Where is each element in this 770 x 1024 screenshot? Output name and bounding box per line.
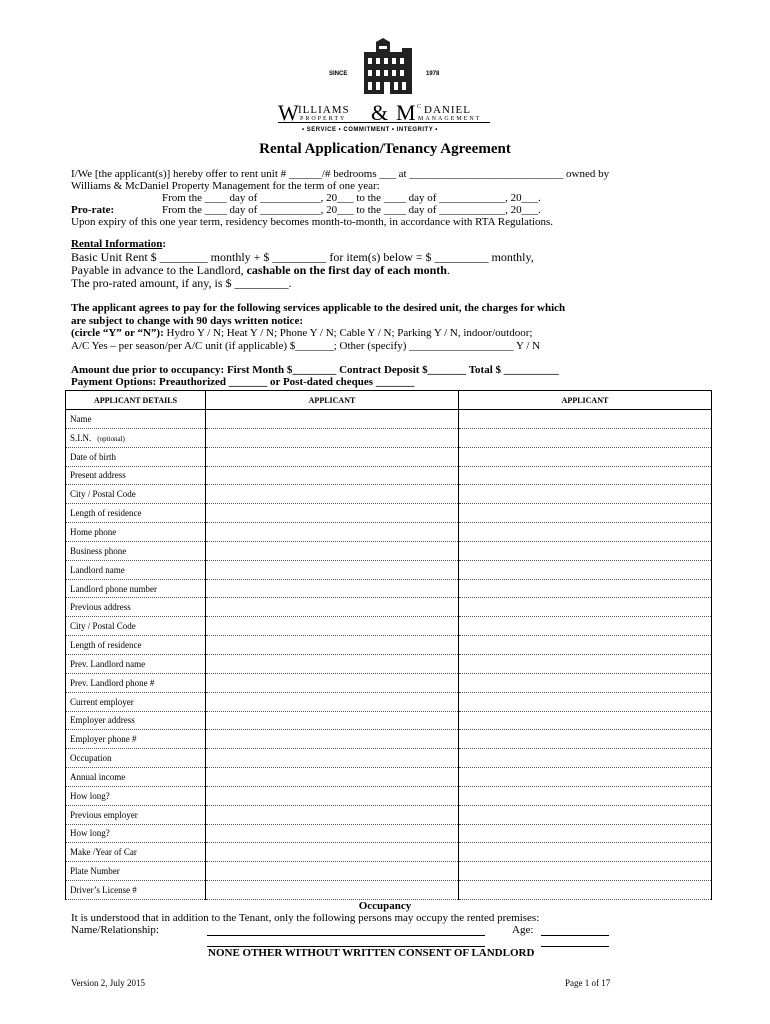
applicant-2-cell[interactable] <box>459 749 712 768</box>
row-label-text: Previous address <box>70 602 131 613</box>
applicant-1-cell[interactable] <box>206 824 459 843</box>
applicant-1-cell[interactable] <box>206 730 459 749</box>
applicant-2-cell[interactable] <box>459 485 712 504</box>
services-line-1: The applicant agrees to pay for the following services applicable to the desired unit, the charges for which <box>71 302 566 314</box>
row-label-text: Plate Number <box>70 866 120 877</box>
applicant-1-cell[interactable] <box>206 749 459 768</box>
applicant-2-cell[interactable] <box>459 579 712 598</box>
amount-due-line-1: Amount due prior to occupancy: First Month $________ Contract Deposit $_______ Total $ __________ <box>71 364 559 376</box>
table-row <box>66 711 712 730</box>
row-label <box>66 654 206 673</box>
row-label-text: Employer address <box>70 715 135 726</box>
name-relationship-label: Name/Relationship: <box>71 924 159 936</box>
applicant-2-cell[interactable] <box>459 805 712 824</box>
applicant-1-cell[interactable] <box>206 654 459 673</box>
applicant-2-cell[interactable] <box>459 636 712 655</box>
services-line-4: A/C Yes – per season/per A/C unit (if applicable) $_______; Other (specify) ___________________ Y / N <box>71 340 541 352</box>
table-row <box>66 598 712 617</box>
intro-line-5: Upon expiry of this one year term, residency becomes month-to-month, in accordance with RTA Regulations. <box>71 216 554 228</box>
services-line-2: are subject to change with 90 days written notice: <box>71 315 303 327</box>
row-label <box>66 523 206 542</box>
row-label-text: City / Postal Code <box>70 621 136 632</box>
applicant-1-cell[interactable] <box>206 711 459 730</box>
table-row <box>66 730 712 749</box>
wordmark-management: MANAGEMENT <box>418 116 482 122</box>
row-label <box>66 598 206 617</box>
age-field-2[interactable] <box>541 946 609 947</box>
applicant-1-cell[interactable] <box>206 843 459 862</box>
wordmark-williams: ILLIAMS <box>298 104 350 116</box>
rental-info-line-1: Basic Unit Rent $ ________ monthly + $ _________ for item(s) below = $ _________ monthly, <box>71 250 534 264</box>
rental-info-line-3: The pro-rated amount, if any, is $ _________. <box>71 276 292 290</box>
wordmark-m: M <box>396 100 416 125</box>
applicant-2-cell[interactable] <box>459 768 712 787</box>
row-label-text: Current employer <box>70 696 134 707</box>
row-label <box>66 768 206 787</box>
applicant-1-cell[interactable] <box>206 692 459 711</box>
applicant-2-cell[interactable] <box>459 673 712 692</box>
table-row <box>66 560 712 579</box>
applicant-1-cell[interactable] <box>206 805 459 824</box>
applicant-1-cell[interactable] <box>206 636 459 655</box>
row-label <box>66 504 206 523</box>
prorate-dates: From the ____ day of ___________, 20___ to the ____ day of ____________, 20___. <box>162 204 541 216</box>
applicant-1-cell[interactable] <box>206 862 459 881</box>
table-row <box>66 673 712 692</box>
table-row <box>66 786 712 805</box>
row-label <box>66 447 206 466</box>
row-label <box>66 636 206 655</box>
table-row <box>66 805 712 824</box>
rental-info-colon: : <box>162 238 167 250</box>
row-label-text: Previous employer <box>70 809 138 820</box>
row-label <box>66 862 206 881</box>
wordmark-daniel: DANIEL <box>424 104 471 116</box>
building-logo-icon <box>356 38 420 96</box>
logo-since-label: SINCE <box>329 71 348 77</box>
applicant-1-cell[interactable] <box>206 673 459 692</box>
occupancy-statement: It is understood that in addition to the Tenant, only the following persons may occupy the rented premises: <box>71 912 540 924</box>
row-label <box>66 673 206 692</box>
company-wordmark <box>278 100 490 125</box>
row-label <box>66 428 206 447</box>
row-label <box>66 579 206 598</box>
table-row <box>66 749 712 768</box>
applicant-2-cell[interactable] <box>459 881 712 900</box>
row-label-text: Present address <box>70 470 126 481</box>
applicant-2-cell[interactable] <box>459 447 712 466</box>
applicant-2-cell[interactable] <box>459 541 712 560</box>
name-relationship-field-1[interactable] <box>207 935 485 936</box>
age-field-1[interactable] <box>541 935 609 936</box>
applicant-2-cell[interactable] <box>459 598 712 617</box>
row-label <box>66 881 206 900</box>
row-label-text: Annual income <box>70 771 126 782</box>
applicant-1-cell[interactable] <box>206 447 459 466</box>
table-row <box>66 485 712 504</box>
table-row <box>66 447 712 466</box>
row-label-text: Landlord name <box>70 564 125 575</box>
row-label-text: Business phone <box>70 545 127 556</box>
row-label-text: Driver’s License # <box>70 885 137 896</box>
table-row <box>66 692 712 711</box>
header-applicant-1: APPLICANT <box>206 391 459 410</box>
table-row <box>66 824 712 843</box>
table-row <box>66 541 712 560</box>
applicant-2-cell[interactable] <box>459 523 712 542</box>
applicant-2-cell[interactable] <box>459 466 712 485</box>
row-label-text: City / Postal Code <box>70 489 136 500</box>
row-label <box>66 711 206 730</box>
applicant-2-cell[interactable] <box>459 824 712 843</box>
landlord-consent-notice: NONE OTHER WITHOUT WRITTEN CONSENT OF LANDLORD <box>208 947 535 959</box>
wordmark-w: W <box>278 100 299 125</box>
row-label <box>66 824 206 843</box>
row-label-text: S.I.N. <box>70 432 92 443</box>
applicant-2-cell[interactable] <box>459 786 712 805</box>
table-row <box>66 617 712 636</box>
applicant-1-cell[interactable] <box>206 881 459 900</box>
applicant-2-cell[interactable] <box>459 843 712 862</box>
page-number: Page 1 of 17 <box>565 978 611 988</box>
row-label-text: Name <box>70 413 92 424</box>
row-label <box>66 805 206 824</box>
table-row <box>66 428 712 447</box>
rental-info-line-2b: cashable on the first day of each month <box>246 263 447 277</box>
applicant-1-cell[interactable] <box>206 541 459 560</box>
logo-year-label: 1978 <box>426 71 440 77</box>
applicant-2-cell[interactable] <box>459 410 712 429</box>
row-label <box>66 410 206 429</box>
table-row <box>66 843 712 862</box>
row-label-text: How long? <box>70 828 110 839</box>
version-label: Version 2, July 2015 <box>71 978 145 988</box>
rental-info-heading <box>71 238 166 250</box>
row-label <box>66 786 206 805</box>
applicant-1-cell[interactable] <box>206 504 459 523</box>
row-label-text: Prev. Landlord name <box>70 658 146 669</box>
applicant-1-cell[interactable] <box>206 617 459 636</box>
applicant-1-cell[interactable] <box>206 485 459 504</box>
row-label <box>66 541 206 560</box>
row-label <box>66 466 206 485</box>
applicant-2-cell[interactable] <box>459 862 712 881</box>
row-label-text: Length of residence <box>70 640 142 651</box>
table-row <box>66 410 712 429</box>
table-row <box>66 504 712 523</box>
applicant-1-cell[interactable] <box>206 523 459 542</box>
table-row <box>66 466 712 485</box>
rental-info-heading-text: Rental Information <box>71 238 163 250</box>
applicant-2-cell[interactable] <box>459 692 712 711</box>
table-row <box>66 636 712 655</box>
row-label <box>66 485 206 504</box>
table-row <box>66 523 712 542</box>
table-row <box>66 768 712 787</box>
row-label-text: Make /Year of Car <box>70 847 137 858</box>
applicant-1-cell[interactable] <box>206 768 459 787</box>
applicant-details-table <box>65 390 712 900</box>
services-line-3 <box>71 327 532 339</box>
row-label-text: Occupation <box>70 753 112 764</box>
applicant-2-cell[interactable] <box>459 617 712 636</box>
table-header-row <box>66 391 712 410</box>
applicant-1-cell[interactable] <box>206 410 459 429</box>
applicant-1-cell[interactable] <box>206 786 459 805</box>
rental-info-line-2c: . <box>446 263 450 277</box>
intro-line-2: Williams & McDaniel Property Management for the term of one year: <box>71 180 380 192</box>
table-row <box>66 862 712 881</box>
row-label <box>66 560 206 579</box>
services-circle-instruction: (circle “Y” or “N”): <box>71 327 164 339</box>
row-label-text: Home phone <box>70 526 117 537</box>
intro-line-1: I/We [the applicant(s)] hereby offer to rent unit # ______/# bedrooms ___ at ____________________________ owned by <box>71 168 610 180</box>
wordmark-c: C <box>417 104 424 110</box>
applicant-2-cell[interactable] <box>459 711 712 730</box>
applicant-2-cell[interactable] <box>459 560 712 579</box>
wordmark-ampersand: & <box>371 100 389 125</box>
sin-optional-note: (optional) <box>97 434 125 443</box>
rental-info-line-2a: Payable in advance to the Landlord, <box>71 263 247 277</box>
row-label <box>66 843 206 862</box>
applicant-2-cell[interactable] <box>459 504 712 523</box>
applicant-2-cell[interactable] <box>459 730 712 749</box>
row-label-text: Employer phone # <box>70 734 137 745</box>
intro-term-dates: From the ____ day of ___________, 20___ to the ____ day of ____________, 20___. <box>162 192 541 204</box>
payment-options-line: Payment Options: Preauthorized _______ or Post-dated cheques _______ <box>71 376 415 388</box>
applicant-1-cell[interactable] <box>206 428 459 447</box>
applicant-1-cell[interactable] <box>206 466 459 485</box>
age-label: Age: <box>512 924 534 936</box>
services-options: Hydro Y / N; Heat Y / N; Phone Y / N; Cable Y / N; Parking Y / N, indoor/outdoor; <box>163 327 533 339</box>
table-row <box>66 881 712 900</box>
row-label-text: Length of residence <box>70 508 142 519</box>
company-tagline: • SERVICE • COMMITMENT • INTEGRITY • <box>302 127 438 133</box>
row-label <box>66 730 206 749</box>
row-label <box>66 617 206 636</box>
applicant-2-cell[interactable] <box>459 654 712 673</box>
header-applicant-2: APPLICANT <box>459 391 712 410</box>
wordmark-property: PROPERTY <box>300 116 347 122</box>
row-label <box>66 749 206 768</box>
table-row <box>66 654 712 673</box>
row-label-text: Landlord phone number <box>70 583 157 594</box>
occupancy-heading: Occupancy <box>358 900 412 912</box>
applicant-2-cell[interactable] <box>459 428 712 447</box>
row-label-text: How long? <box>70 790 110 801</box>
row-label <box>66 692 206 711</box>
header-applicant-details: APPLICANT DETAILS <box>66 391 206 410</box>
applicant-1-cell[interactable] <box>206 579 459 598</box>
applicant-1-cell[interactable] <box>206 560 459 579</box>
row-label-text: Date of birth <box>70 451 116 462</box>
row-label-text: Prev. Landlord phone # <box>70 677 155 688</box>
table-row <box>66 579 712 598</box>
prorate-label: Pro-rate: <box>71 204 115 216</box>
applicant-1-cell[interactable] <box>206 598 459 617</box>
document-title: Rental Application/Tenancy Agreement <box>259 141 511 157</box>
